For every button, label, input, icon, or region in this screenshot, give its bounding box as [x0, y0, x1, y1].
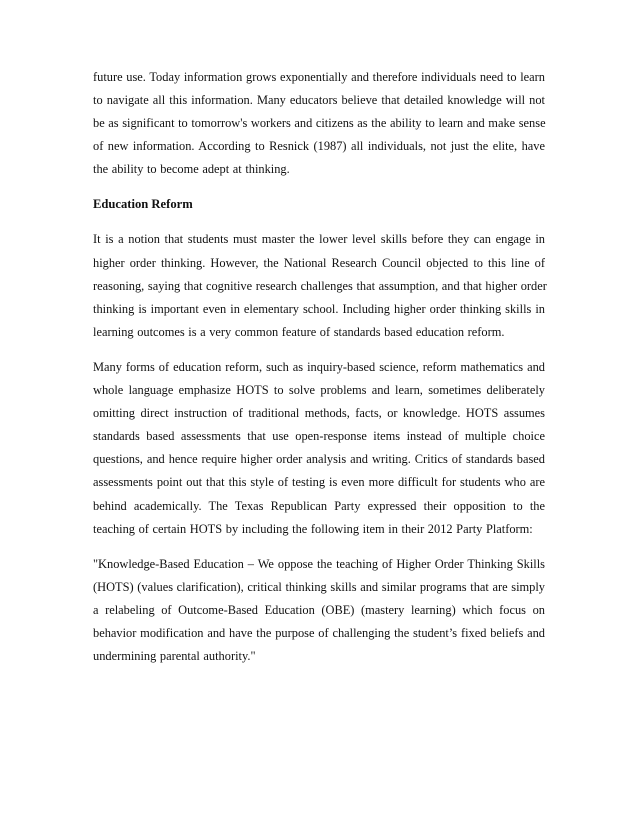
- text-line: reasoning, saying that cognitive research challenges that assumption, and that higher order: [93, 278, 547, 293]
- text-line: the ability to become adept at thinking.: [93, 162, 290, 177]
- text-line: behavior modification and have the purpose of challenging the student’s fixed beliefs and: [93, 625, 545, 640]
- text-line: standards based assessments that use open-response items instead of multiple choice: [93, 429, 545, 444]
- text-line: undermining parental authority.": [93, 649, 256, 664]
- text-line: whole language emphasize HOTS to solve problems and learn, sometimes deliberately: [93, 383, 545, 398]
- text-line: thinking is important even in elementary school. Including higher order thinking skills in: [93, 301, 545, 316]
- text-line: be as significant to tomorrow's workers and citizens as the ability to learn and make sense: [93, 116, 546, 131]
- text-line: learning outcomes is a very common feature of standards based education reform.: [93, 324, 505, 339]
- paragraph-information-growth: [93, 66, 545, 181]
- text-line: (HOTS) (values clarification), critical thinking skills and similar programs that are simply: [93, 579, 545, 594]
- text-line: It is a notion that students must master the lower level skills before they can engage in: [93, 232, 545, 247]
- text-line: higher order thinking. However, the National Research Council objected to this line of: [93, 255, 545, 270]
- paragraph-party-platform-quote: [93, 553, 545, 668]
- text-line: assessments point out that this style of testing is even more difficult for students who are: [93, 475, 545, 490]
- text-line: a relabeling of Outcome-Based Education (OBE) (mastery learning) which focus on: [93, 602, 545, 617]
- text-line: to navigate all this information. Many educators believe that detailed knowledge will not: [93, 93, 545, 108]
- text-line: questions, and hence require higher order analysis and writing. Critics of standards based: [93, 452, 545, 467]
- text-line: behind academically. The Texas Republican Party expressed their opposition to the: [93, 498, 545, 513]
- paragraph-lower-level-skills: [93, 228, 545, 343]
- text-line: of new information. According to Resnick (1987) all individuals, not just the elite, have: [93, 139, 545, 154]
- text-line: omitting direct instruction of traditional methods, facts, or knowledge. HOTS assumes: [93, 406, 545, 421]
- section-heading-education-reform: Education Reform: [93, 197, 193, 212]
- text-line: "Knowledge-Based Education – We oppose the teaching of Higher Order Thinking Skills: [93, 556, 545, 571]
- text-line: teaching of certain HOTS by including the following item in their 2012 Party Platform:: [93, 521, 533, 536]
- paragraph-reform-forms: [93, 356, 545, 541]
- document-body: [93, 66, 545, 680]
- text-line: Many forms of education reform, such as inquiry-based science, reform mathematics and: [93, 359, 545, 374]
- text-line: future use. Today information grows exponentially and therefore individuals need to learn: [93, 70, 545, 84]
